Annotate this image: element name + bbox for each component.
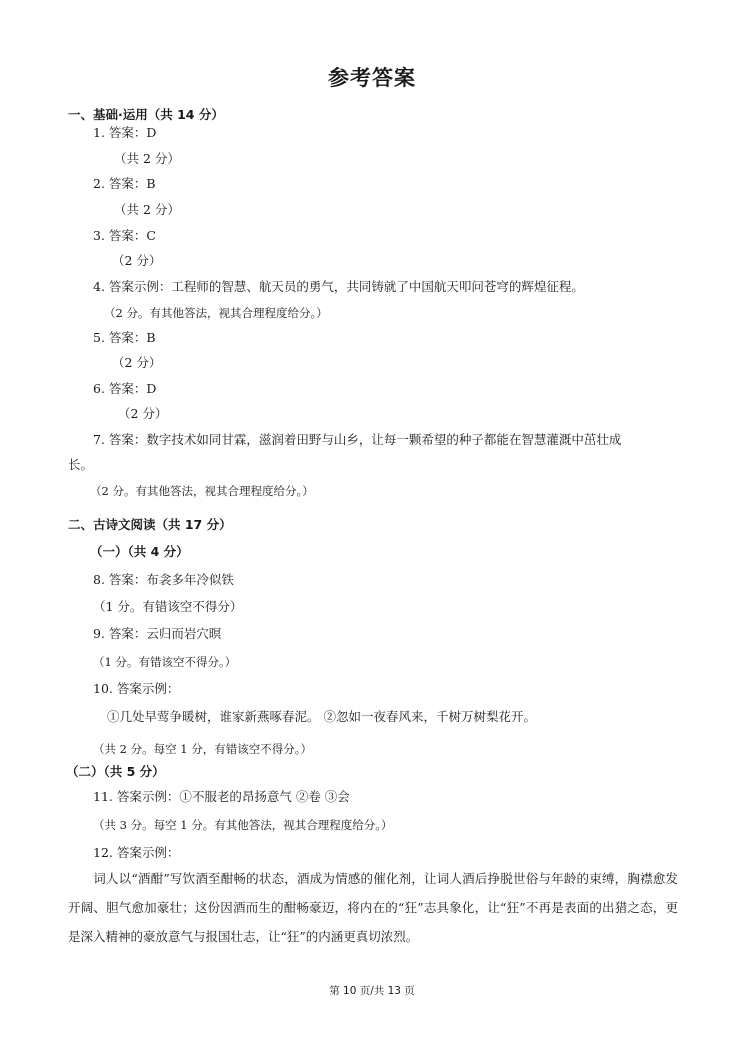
- q10-answer: 10. 答案示例：: [93, 681, 180, 696]
- q4-answer: 4. 答案示例：工程师的智慧、航天员的勇气，共同铸就了中国航天叩问苍穹的辉煌征程。: [93, 279, 584, 294]
- q3-answer: 3. 答案：C: [93, 228, 156, 243]
- q9-answer: 9. 答案：云归而岩穴暝: [93, 626, 222, 641]
- q2-score: （共 2 分）: [114, 202, 180, 217]
- section1-heading: 一、基础·运用（共 14 分）: [68, 107, 224, 122]
- subsection2-heading: （二）（共 5 分）: [66, 764, 165, 779]
- q9-score: （1 分。有错该空不得分。）: [93, 655, 237, 669]
- q6-score: （2 分）: [118, 406, 168, 421]
- q8-score: （1 分。有错该空不得分）: [93, 599, 243, 614]
- q5-score: （2 分）: [112, 355, 162, 370]
- subsection1-heading: （一）（共 4 分）: [90, 544, 189, 559]
- q5-answer: 5. 答案：B: [93, 330, 156, 345]
- q11-score: （共 3 分。每空 1 分。有其他答法，视其合理程度给分。）: [93, 818, 393, 832]
- q10-detail: ①几处早莺争暖树，谁家新燕啄春泥。 ②忽如一夜春风来，千树万树梨花开。: [107, 709, 536, 724]
- page-footer: 第 10 页/共 13 页: [329, 985, 415, 997]
- page-title: 参考答案: [328, 66, 416, 90]
- q12-paragraph: [68, 864, 678, 951]
- q2-answer: 2. 答案：B: [93, 176, 156, 191]
- q8-answer: 8. 答案：布衾多年冷似铁: [93, 572, 234, 587]
- q1-answer: 1. 答案：D: [93, 125, 157, 140]
- q12-paragraph-text: 词人以“酒酣”写饮酒至酣畅的状态，酒成为情感的催化剂，让词人酒后挣脱世俗与年龄的束缚，胸襟愈发开阔、胆气愈加豪壮；这份因酒而生的酣畅豪迈，将内在的“狂”志具象化，让“狂”不再是表面的出猎之态，更是深入精神的豪放意气与报国壮志，让“狂”的内涵更真切浓烈。: [68, 871, 678, 944]
- q3-score: （2 分）: [112, 253, 162, 268]
- q12-answer: 12. 答案示例：: [93, 845, 180, 860]
- q7-answer: 7. 答案：数字技术如同甘霖，滋润着田野与山乡，让每一颗希望的种子都能在智慧灌溉中茁壮成: [93, 432, 622, 447]
- q6-answer: 6. 答案：D: [93, 381, 157, 396]
- section2-heading: 二、古诗文阅读（共 17 分）: [68, 517, 232, 532]
- q10-score: （共 2 分。每空 1 分，有错该空不得分。）: [93, 742, 313, 756]
- q11-answer: 11. 答案示例：①不服老的昂扬意气 ②卷 ③会: [93, 789, 350, 804]
- q7-score: （2 分。有其他答法，视其合理程度给分。）: [90, 484, 314, 498]
- q7-answer-continued: 长。: [68, 457, 94, 472]
- q4-score: （2 分。有其他答法，视其合理程度给分。）: [104, 306, 328, 320]
- q1-score: （共 2 分）: [114, 151, 180, 166]
